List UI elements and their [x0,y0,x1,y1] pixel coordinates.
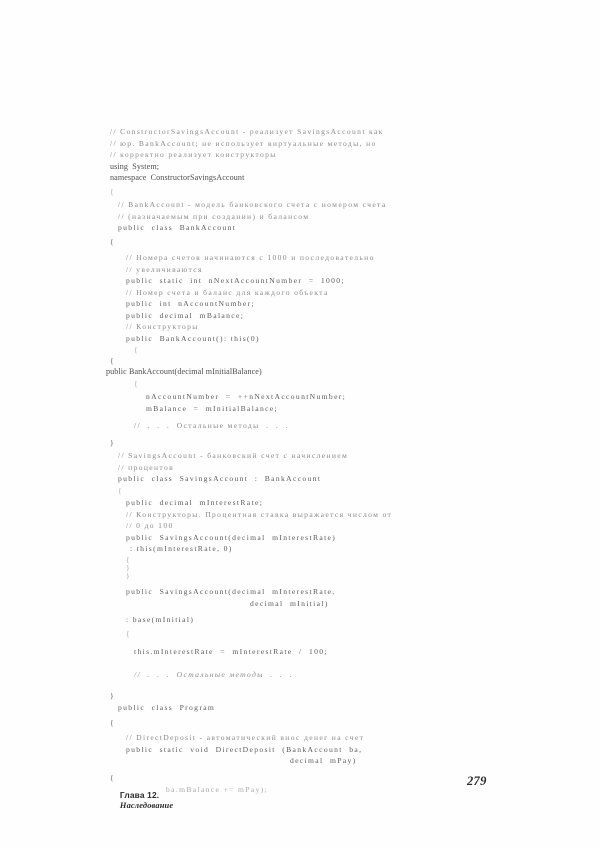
code-line: decimal mPay) [290,756,357,765]
code-line: public int nAccountNumber; [126,299,255,308]
code-line: // . . . Остальные методы . . . [134,670,293,679]
code-line: // . . . Остальные методы . . . [134,421,289,430]
code-line: // 0 до 100 [126,521,174,530]
code-line: public class Program [118,703,216,712]
code-line: namespace ConstructorSavingsAccount [110,173,245,182]
code-line: // процентов [118,462,175,472]
code-line: public BankAccount(): this(0) [126,333,260,343]
footer-chapter-title: Наследование [119,801,174,810]
footer-chapter-prefix: Глава 12. [119,790,160,800]
code-line: // Номер счета и баланс для каждого объекта [126,287,329,297]
code-line: // Номера счетов начинаются с 1000 и последовательно [126,253,375,262]
code-line: { [126,555,131,564]
code-line: public SavingsAccount(decimal mInterestRate) [126,532,337,542]
code-line: { [134,345,139,354]
code-line: mBalance = mInitialBalance; [146,403,278,413]
code-line: public static void DirectDeposit (BankAccount ba, [126,744,363,754]
code-line: } [110,438,115,447]
code-line: // ConstructorSavingsAccount - реализует SavingsAccount как [110,127,384,136]
code-line: { [110,187,115,196]
code-line: : this(mInterestRate, 0) [130,544,233,553]
code-line: { [110,237,115,246]
code-line: // Конструкторы. Процентная ставка выражается числом от [126,509,393,519]
code-line: // увеличиваются [126,264,203,274]
code-line: } [110,691,115,700]
code-line: public BankAccount(decimal mInitialBalance) [106,367,262,376]
code-line: : base(mInitial) [126,615,195,624]
code-line: { [110,718,115,727]
code-line: // SavingsAccount - банковский счет с начислением [118,451,349,460]
code-line: } [126,563,131,572]
code-line: using System; [110,161,160,171]
code-line: public class SavingsAccount : BankAccount [118,474,322,483]
code-line: ba.mBalance += mPay); [166,785,269,794]
code-line: this.mInterestRate = mInterestRate / 100; [134,647,328,656]
code-line: public static int nNextAccountNumber = 1000; [126,276,345,285]
page-number: 279 [467,774,487,788]
code-line: // (назначаемым при создании) и балансом [118,211,310,221]
code-line: public SavingsAccount(decimal mInterestRate, [126,587,336,596]
code-line: // DirectDeposit - автоматический внос денег на счет [126,733,365,742]
code-line: { [134,379,139,388]
code-line: public class BankAccount [118,223,237,232]
code-line: // Конструкторы [126,322,199,331]
code-line: // корректно реализует конструкторы [110,150,277,159]
code-line: // юр. BankAccount; не использует виртуальные методы, но [110,138,377,148]
code-line: { [110,773,115,782]
code-line: nAccountNumber = ++nNextAccountNumber; [146,392,347,401]
code-line: { [118,486,123,495]
code-line: { [110,356,115,365]
code-line: } [126,571,131,580]
code-line: decimal mInitial) [250,598,329,608]
code-line: { [126,629,131,638]
code-line: public decimal mBalance; [126,310,245,320]
code-line: // BankAccount - модель банковского счета с номером счета [118,200,387,209]
running-footer [110,780,173,820]
code-line: public decimal mInterestRate; [126,498,264,507]
